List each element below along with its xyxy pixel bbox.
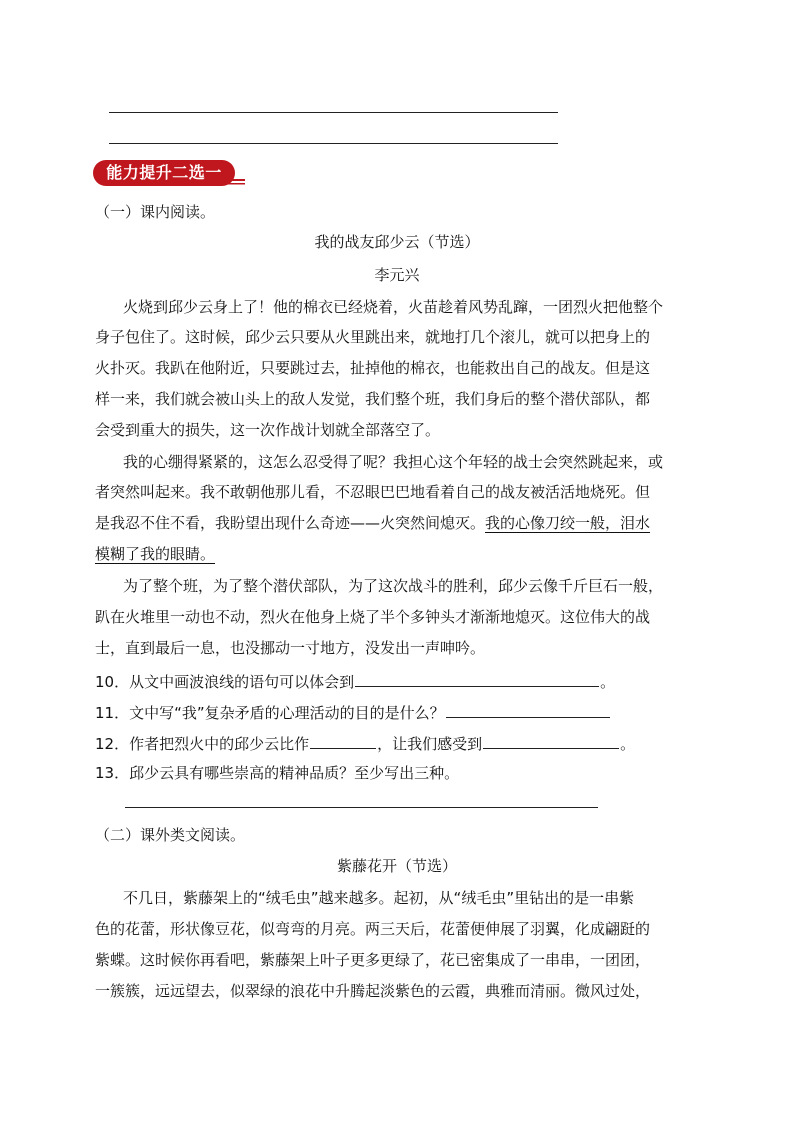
question-10 <box>95 670 615 692</box>
section-banner <box>93 160 245 186</box>
question-text: ，让我们感受到 <box>377 735 483 753</box>
question-text: 12．作者把烈火中的邱少云比作 <box>95 735 310 753</box>
answer-blank[interactable] <box>446 701 610 718</box>
passage-author: 李元兴 <box>374 266 420 284</box>
passage-title: 我的战友邱少云（节选） <box>314 233 480 251</box>
question-13: 13．邱少云具有哪些崇高的精神品质？至少写出三种。 <box>95 764 460 782</box>
paragraph-line: 一簇簇，远远望去，似翠绿的浪花中升腾起淡紫色的云霞，典雅而清丽。微风过处， <box>95 982 651 1000</box>
wavy-underlined-sentence: 模糊了我的眼睛。 <box>95 545 216 563</box>
answer-line[interactable] <box>109 143 558 144</box>
section-heading: （一）课内阅读。 <box>95 203 216 221</box>
question-12 <box>95 732 635 754</box>
paragraph-line: 火扑灭。我趴在他附近，只要跳过去，扯掉他的棉衣，也能救出自己的战友。但是这 <box>95 359 651 377</box>
question-end: 。 <box>620 735 636 753</box>
question-text: 11．文中写“我”复杂矛盾的心理活动的目的是什么？ <box>95 704 445 722</box>
paragraph-line <box>95 513 650 533</box>
answer-blank[interactable] <box>355 670 599 687</box>
paragraph-line: 为了整个班，为了整个潜伏部队，为了这次战斗的胜利，邱少云像千斤巨石一般， <box>123 577 664 595</box>
passage-title: 紫藤花开（节选） <box>336 857 457 875</box>
paragraph-line: 者突然叫起来。我不敢朝他那儿看，不忍眼巴巴地看着自己的战友被活活地烧死。但 <box>95 483 651 501</box>
paragraph-line: 我的心绷得紧紧的，这怎么忍受得了呢？我担心这个年轻的战士会突然跳起来，或 <box>123 453 664 471</box>
paragraph-line: 色的花蕾，形状像豆花，似弯弯的月亮。两三天后，花蕾便伸展了羽翼，化成翩跹的 <box>95 920 651 938</box>
question-text: 10．从文中画波浪线的语句可以体会到 <box>95 673 355 691</box>
answer-blank[interactable] <box>310 732 376 749</box>
banner-label: 能力提升二选一 <box>106 163 222 182</box>
paragraph-line: 不几日，紫藤架上的“绒毛虫”越来越多。起初，从“绒毛虫”里钻出的是一串紫 <box>123 889 635 907</box>
section-heading: （二）课外类文阅读。 <box>95 826 246 844</box>
paragraph-line: 紫蝶。这时候你再看吧，紫藤架上叶子更多更绿了，花已密集成了一串串，一团团， <box>95 951 651 969</box>
paragraph-line: 趴在火堆里一动也不动，烈火在他身上烧了半个多钟头才渐渐地熄灭。这位伟大的战 <box>95 608 651 626</box>
question-11 <box>95 701 611 723</box>
paragraph-text: 是我忍不住不看，我盼望出现什么奇迹——火突然间熄灭。 <box>95 514 486 532</box>
question-end: 。 <box>600 673 616 691</box>
paragraph-line: 士，直到最后一息，也没挪动一寸地方，没发出一声呻吟。 <box>95 639 486 657</box>
answer-line[interactable] <box>109 112 558 113</box>
paragraph-line: 样一来，我们就会被山头上的敌人发觉，我们整个班，我们身后的整个潜伏部队，都 <box>95 390 651 408</box>
paragraph-line: 身子包住了。这时候，邱少云只要从火里跳出来，就地打几个滚儿，就可以把身上的 <box>95 328 651 346</box>
paragraph-line: 火烧到邱少云身上了！他的棉衣已经烧着，火苗趁着风势乱蹿，一团烈火把他整个 <box>123 298 664 316</box>
wavy-underlined-sentence: 我的心像刀绞一般，泪水 <box>485 514 651 532</box>
paragraph-line: 会受到重大的损失，这一次作战计划就全部落空了。 <box>95 421 441 439</box>
answer-blank[interactable] <box>483 732 619 749</box>
answer-line[interactable] <box>125 807 598 808</box>
